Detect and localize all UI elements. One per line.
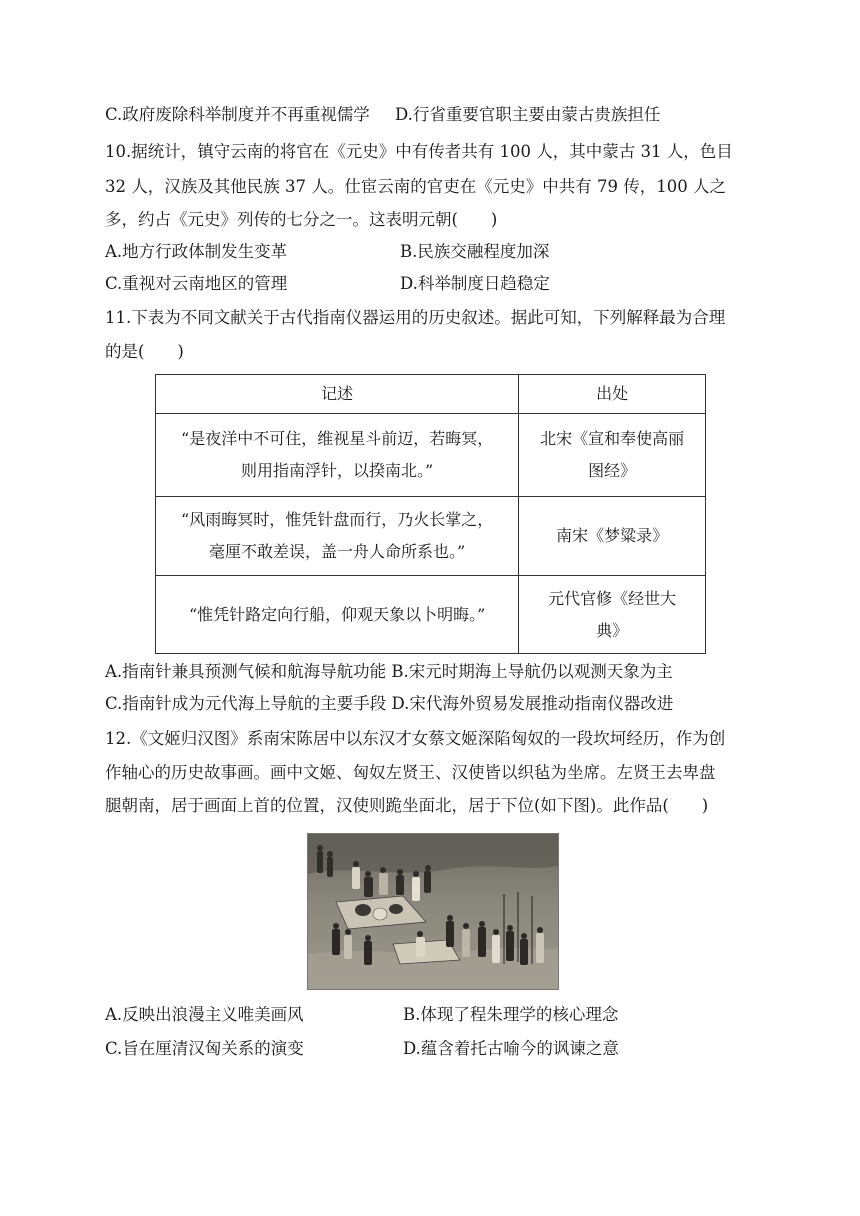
table-cell-record (156, 497, 519, 576)
table-header-record: 记述 (156, 375, 519, 414)
table-row (156, 576, 706, 654)
q10-option-b[interactable]: B.民族交融程度加深 (400, 242, 550, 261)
q9-option-c: C.政府废除科举制度并不再重视儒学 (105, 105, 370, 124)
record-line: “惟凭针路定向行船，仰观天象以卜明晦。” (188, 604, 486, 624)
table-cell-source (519, 414, 706, 497)
record-line: 毫厘不敢差误，盖一舟人命所系也。” (209, 542, 466, 561)
source-line: 南宋《梦粱录》 (556, 526, 669, 545)
table-cell-source (519, 576, 706, 654)
q10-stem-line: 多，约占《元史》列传的七分之一。这表明元朝( ) (105, 210, 498, 229)
q11-options-line[interactable]: C.指南针成为元代海上导航的主要手段 D.宋代海外贸易发展推动指南仪器改进 (105, 694, 674, 713)
q12-stem-line: 作轴心的历史故事画。画中文姬、匈奴左贤王、汉使皆以织毡为坐席。左贤王去卑盘 (105, 763, 716, 782)
q11-source-table (155, 374, 706, 654)
table-header-row (156, 375, 706, 414)
source-line: 元代官修《经世大 (548, 588, 677, 608)
q11-stem-line: 的是( ) (105, 342, 184, 361)
q12-option-c[interactable]: C.旨在厘清汉匈关系的演变 (105, 1039, 304, 1058)
wenji-return-painting (307, 833, 559, 990)
record-line: “是夜洋中不可住，维视星斗前迈，若晦冥， (181, 429, 494, 448)
record-line: 则用指南浮针，以揆南北。” (241, 461, 434, 480)
source-line: 典》 (596, 620, 629, 640)
q12-stem-line: 12.《文姬归汉图》系南宋陈居中以东汉才女蔡文姬深陷匈奴的一段坎坷经历，作为创 (105, 729, 726, 748)
record-line: “风雨晦冥时，惟凭针盘而行，乃火长掌之， (181, 510, 494, 529)
q10-option-a[interactable]: A.地方行政体制发生变革 (105, 242, 288, 261)
table-cell-record (156, 414, 519, 497)
table-row (156, 414, 706, 497)
q12-option-a[interactable]: A.反映出浪漫主义唯美画风 (105, 1005, 304, 1024)
table-header-source: 出处 (519, 375, 706, 414)
source-line: 北宋《宣和奉使高丽 (540, 429, 685, 448)
table-row (156, 497, 706, 576)
q11-options-line[interactable]: A.指南针兼具预测气候和航海导航功能 B.宋元时期海上导航仍以观测天象为主 (105, 662, 673, 681)
q10-stem-line: 32 人，汉族及其他民族 37 人。仕宦云南的官吏在《元史》中共有 79 传，100 人之 (105, 177, 726, 196)
q10-option-c[interactable]: C.重视对云南地区的管理 (105, 274, 288, 293)
q10-option-d[interactable]: D.科举制度日趋稳定 (400, 274, 550, 293)
source-line: 图经》 (588, 461, 637, 480)
q12-stem-line: 腿朝南，居于画面上首的位置，汉使则跪坐面北，居于下位(如下图)。此作品( ) (105, 796, 709, 815)
q11-stem-line: 11.下表为不同文献关于古代指南仪器运用的历史叙述。据此可知，下列解释最为合理 (105, 308, 726, 327)
table-cell-record (156, 576, 519, 654)
q9-option-d: D.行省重要官职主要由蒙古贵族担任 (395, 105, 661, 124)
q12-option-d[interactable]: D.蕴含着托古喻今的讽谏之意 (403, 1039, 619, 1058)
table-cell-source (519, 497, 706, 576)
q10-stem-line: 10.据统计，镇守云南的将官在《元史》中有传者共有 100 人，其中蒙古 31 人，色目 (105, 142, 733, 161)
q12-option-b[interactable]: B.体现了程朱理学的核心理念 (403, 1005, 619, 1024)
